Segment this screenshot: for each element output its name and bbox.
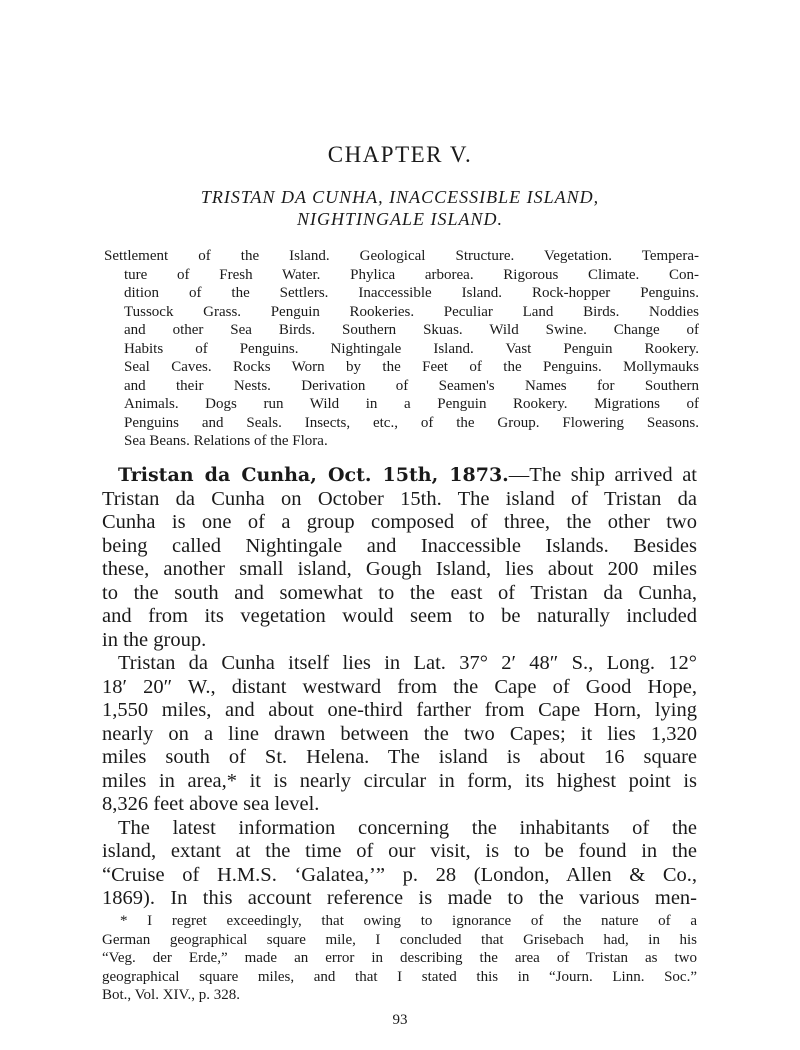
subtitle-line: NIGHTINGALE ISLAND.	[296, 209, 503, 229]
chapter-synopsis	[104, 247, 699, 451]
subtitle-line: TRISTAN DA CUNHA, INACCESSIBLE ISLAND,	[200, 187, 600, 207]
synopsis-line: Animals. Dogs run Wild in a Penguin Rookery. Migrations of	[124, 396, 699, 412]
body-line: 18′ 20″ W., distant westward from the Cape of Good Hope,	[102, 675, 697, 698]
body-line: The latest information concerning the inhabitants of the	[118, 816, 697, 839]
synopsis-line: and their Nests. Derivation of Seamen's Names for Southern	[124, 377, 699, 394]
footnote-line: Bot., Vol. XIV., p. 328.	[102, 987, 240, 1003]
body-line: 1,550 miles, and about one-third farther from Cape Horn, lying	[102, 699, 697, 721]
body-line-text: —The ship arrived at	[508, 464, 697, 486]
body-line: Cunha is one of a group composed of three, the other two	[102, 511, 697, 533]
body-line: in the group.	[102, 628, 207, 651]
body-line: to the south and somewhat to the east of Tristan da Cunha,	[102, 581, 697, 604]
footnote	[102, 912, 697, 1005]
body-line: 1869). In this account reference is made to the various men-	[102, 887, 697, 909]
body-line: 8,326 feet above sea level.	[102, 793, 320, 815]
body-line: Tristan da Cunha on October 15th. The island of Tristan da	[102, 487, 697, 510]
body-line: these, another small island, Gough Island, lies about 200 miles	[102, 558, 697, 580]
body-text	[102, 464, 697, 911]
synopsis-line: Penguins and Seals. Insects, etc., of the Group. Flowering Seasons.	[124, 414, 699, 431]
synopsis-line: Habits of Penguins. Nightingale Island. Vast Penguin Rookery.	[124, 340, 699, 357]
synopsis-line: Settlement of the Island. Geological Structure. Vegetation. Tempera-	[104, 248, 699, 264]
synopsis-line: dition of the Settlers. Inaccessible Island. Rock-hopper Penguins.	[124, 285, 699, 301]
body-line: Tristan da Cunha itself lies in Lat. 37° 2′ 48″ S., Long. 12°	[118, 652, 697, 674]
chapter-heading: CHAPTER V.	[327, 142, 473, 167]
footnote-line: geographical square miles, and that I stated this in “Journ. Linn. Soc.”	[102, 968, 697, 985]
page-number: 93	[392, 1012, 408, 1028]
body-line: and from its vegetation would seem to be naturally included	[102, 605, 697, 627]
body-line: “Cruise of H.M.S. ‘Galatea,’” p. 28 (London, Allen & Co.,	[102, 863, 697, 886]
synopsis-line: Seal Caves. Rocks Worn by the Feet of the Penguins. Mollymauks	[124, 359, 699, 375]
synopsis-line: ture of Fresh Water. Phylica arborea. Rigorous Climate. Con-	[124, 266, 699, 283]
section-heading: Tristan da Cunha, Oct. 15th, 1873.	[118, 464, 509, 486]
footnote-line: German geographical square mile, I concluded that Grisebach had, in his	[102, 931, 697, 948]
body-line	[102, 464, 697, 488]
chapter-subtitle	[0, 186, 800, 230]
footnote-line: “Veg. der Erde,” made an error in describing the area of Tristan as two	[102, 950, 697, 966]
footnote-line: * I regret exceedingly, that owing to ignorance of the nature of a	[120, 913, 697, 929]
synopsis-line: Tussock Grass. Penguin Rookeries. Peculiar Land Birds. Noddies	[124, 303, 699, 320]
body-line: miles in area,* it is nearly circular in form, its highest point is	[102, 769, 697, 792]
synopsis-line: and other Sea Birds. Southern Skuas. Wild Swine. Change of	[124, 322, 699, 338]
synopsis-line: Sea Beans. Relations of the Flora.	[124, 433, 328, 449]
body-line: island, extant at the time of our visit, is to be found in the	[102, 840, 697, 862]
body-line: miles south of St. Helena. The island is about 16 square	[102, 746, 697, 768]
body-line: being called Nightingale and Inaccessible Islands. Besides	[102, 534, 697, 557]
body-line: nearly on a line drawn between the two Capes; it lies 1,320	[102, 722, 697, 745]
